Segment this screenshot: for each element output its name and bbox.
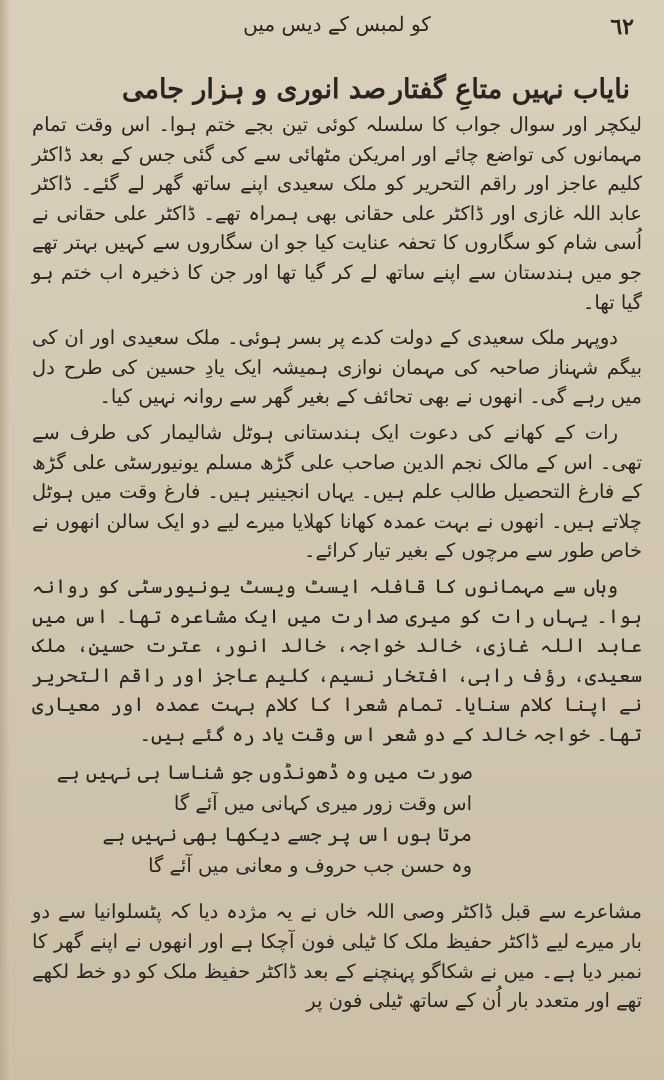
paragraph: وہاں سے مہمانوں کا قافلہ ایسٹ ویسٹ یونیورسٹی کو روانہ ہوا۔ یہاں رات کو میری صدارت میں ایک مشاعرہ تھا۔ اس میں عابد اللہ غازی، خالد خواجہ، خالد انور، عترت حسین، ملک سعیدی، رؤف راہی، افتخار نسیم، کلیم عاجز اور راقم التحریر نے اپنا کلام سنایا۔ تمام شعرا کا کلام بہت عمدہ اور معیاری تھا۔ خواجہ خالد کے دو شعر اس وقت یاد رہ گئے ہیں۔: [32, 574, 642, 746]
verse-line: مرتا ہوں اس پر جسے دیکھا بھی نہیں ہے: [102, 823, 472, 847]
page-number: ٦٢: [610, 14, 634, 40]
verse-line: اس وقت زور میری کہانی میں آئے گا: [173, 792, 472, 816]
verse-block: [32, 757, 642, 881]
paragraph: رات کے کھانے کی دعوت ایک ہندستانی ہوٹل شالیمار کی طرف سے تھی۔ اس کے مالک نجم الدین صاحب علی گڑھ مسلم یونیورسٹی علی گڑھ کے فارغ التحصیل طالب علم ہیں۔ یہاں انجینیر ہیں۔ فارغ وقت میں ہوٹل چلاتے ہیں۔ انھوں نے بہت عمدہ کھانا کھلایا میرے لیے دو ایک سالن انھوں نے خاص طور سے مرچوں کے بغیر تیار کرائے۔: [32, 420, 642, 563]
section-headline: [32, 70, 642, 110]
running-head: [40, 8, 634, 48]
verse-line: وہ حسن جب حروف و معانی میں آئے گا: [148, 854, 472, 878]
headline-right: نایاب نہیں متاعِ گفتار: [389, 74, 630, 105]
verse-line: صورت میں وہ ڈھونڈوں جو شناسا ہی نہیں ہے: [56, 761, 472, 785]
running-title: کو لمبس کے دیس میں: [243, 12, 431, 36]
closing-paragraph: مشاعرے سے قبل ڈاکٹر وصی اللہ خاں نے یہ مژدہ دیا کہ پٹسلوانیا سے دو بار میرے لیے ڈاکٹر حفیظ ملک کا ٹیلی فون آچکا ہے اور انھوں نے اپنے گھر کا نمبر دیا ہے۔ میں نے شکاگو پہنچنے کے بعد ڈاکٹر حفیظ ملک کو دو خط لکھے تھے اور متعدد بار اُن کے ساتھ ٹیلی فون پر: [32, 900, 642, 1013]
headline-left: صد انوری و ہزار جامی: [122, 74, 387, 105]
page-body: [32, 70, 642, 1022]
page-shadow-edge: [0, 0, 10, 1080]
paragraph: دوپہر ملک سعیدی کے دولت کدے پر بسر ہوئی۔ ملک سعیدی اور ان کی بیگم شہناز صاحبہ کی مہمان نوازی ہمیشہ ایک یادِ حسین کی طرح دل میں رہے گی۔ انھوں نے بھی تحائف کے بغیر گھر سے روانہ نہیں کیا۔: [32, 326, 642, 409]
paragraph: لیکچر اور سوال جواب کا سلسلہ کوئی تین بجے ختم ہوا۔ اس وقت تمام مہمانوں کی تواضع چائے اور امریکن مٹھائی سے کی گئی جس کے بعد ڈاکٹر کلیم عاجز اور راقم التحریر کو ملک سعیدی اپنے ساتھ گھر لے گئے۔ ڈاکٹر عابد اللہ غازی اور ڈاکٹر علی حقانی بھی ہمراہ تھے۔ ڈاکٹر علی حقانی نے اُسی شام کو سگاروں کا تحفہ عنایت کیا جو ان سگاروں سے کہیں بہتر تھے جو میں ہندستان سے اپنے ساتھ لے کر گیا تھا اور جن کا ذخیرہ اب ختم ہو گیا تھا۔: [32, 113, 642, 314]
